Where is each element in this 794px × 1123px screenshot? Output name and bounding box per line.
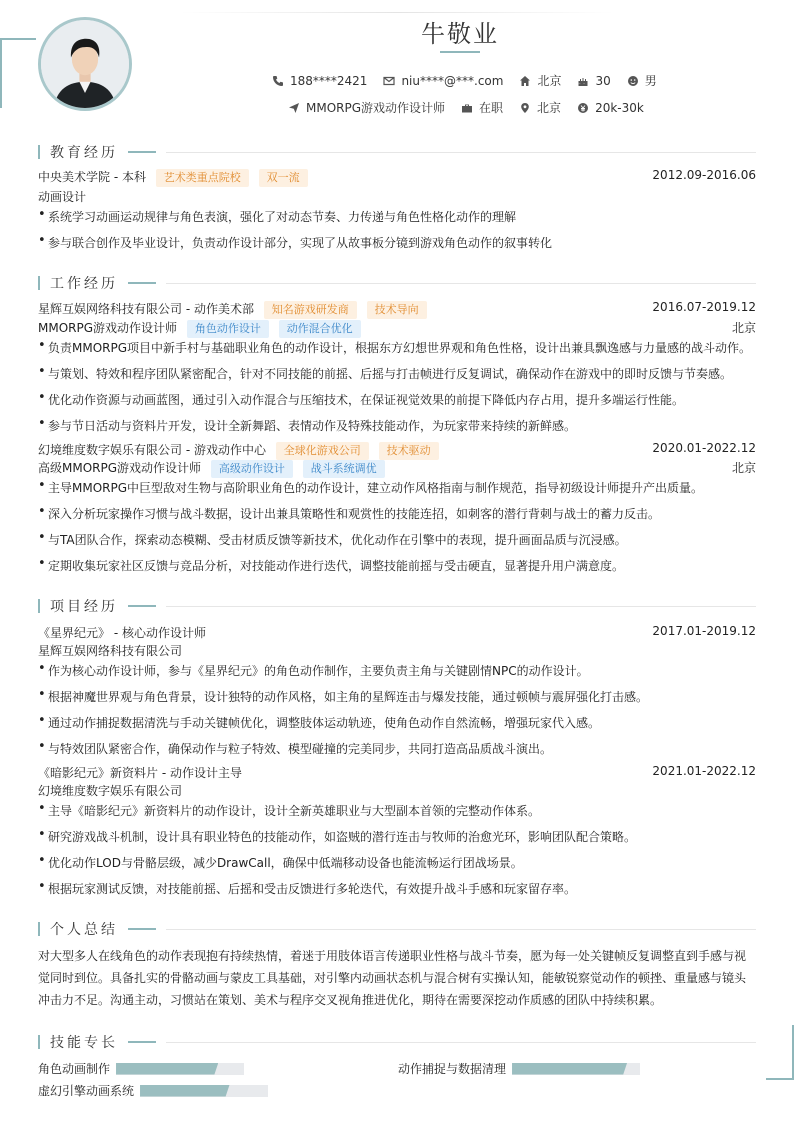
school-name: 中央美术学院 - 本科 xyxy=(38,170,146,184)
list-item: • 定期收集玩家社区反馈与竞品分析，对技能动作进行迭代，调整技能前摇与受击硬直，显著提升用户满意度。 xyxy=(38,557,756,574)
skill-item xyxy=(398,1060,640,1077)
skill-bar-fill xyxy=(140,1085,230,1097)
skill-name: 动作捕捉与数据清理 xyxy=(398,1062,507,1076)
job-date: 2016.07-2019.12 xyxy=(652,300,756,314)
role-tag: 角色动作设计 xyxy=(187,320,269,338)
role-tag: 战斗系统调优 xyxy=(303,460,385,478)
home-icon xyxy=(519,75,531,87)
list-item: • 通过动作捕捉数据清洗与手动关键帧优化，调整肢体运动轨迹，使角色动作自然流畅，增强玩家代入感。 xyxy=(38,714,756,731)
section-rule xyxy=(166,606,756,607)
job-role-row xyxy=(38,319,756,338)
phone-icon xyxy=(272,75,284,87)
job-company-row xyxy=(38,441,756,460)
section-dash xyxy=(128,928,156,930)
list-item: • 参与节日活动与资料片开发，设计全新舞蹈、表情动作及特殊技能动作，为玩家带来持续的新鲜感。 xyxy=(38,417,756,434)
list-item: • 与特效团队紧密合作，确保动作与粒子特效、模型碰撞的完美同步，共同打造高品质战斗演出。 xyxy=(38,740,756,757)
email-info xyxy=(383,74,503,88)
list-item: • 与TA团队合作，探索动态模糊、受击材质反馈等新技术，优化动作在引擎中的表现，提升画面品质与沉浸感。 xyxy=(38,531,756,548)
age-info xyxy=(577,74,610,88)
project-company: 星辉互娱网络科技有限公司 xyxy=(38,644,183,658)
mail-icon xyxy=(383,75,395,87)
corner-decoration-top-left-vertical xyxy=(0,38,2,108)
skill-bar xyxy=(140,1085,268,1097)
project-name-row xyxy=(38,764,756,781)
section-rule xyxy=(166,929,756,930)
section-title: 工作经历 xyxy=(50,276,118,292)
salary-icon xyxy=(577,102,589,114)
age-value: 30 xyxy=(595,73,611,88)
section-dash xyxy=(128,282,156,284)
section-marker xyxy=(38,922,40,936)
skill-bar-fill xyxy=(116,1063,218,1075)
section-marker xyxy=(38,1035,40,1049)
job-role: 高级MMORPG游戏动作设计师 xyxy=(38,461,202,475)
section-marker xyxy=(38,276,40,290)
list-item: • 研究游戏战斗机制，设计具有职业特色的技能动作，如盗贼的潜行连击与牧师的治愈光环，影响团队配合策略。 xyxy=(38,828,756,845)
summary-text: 对大型多人在线角色的动作表现抱有持续热情，着迷于用肢体语言传递职业性格与战斗节奏，愿为每一处关键帧反复调整直到手感与视觉同时到位。具备扎实的骨骼动画与蒙皮工具基础，对引擎内动画状态机与混合树有实操认知，能敏锐察觉动作的顿挫、重量感与镜头冲击力不足。沟通主动，习惯站在策划、美术与程序交叉视角推进优化，期待在需要深挖动作质感的团队中持续积累。 xyxy=(38,949,747,1007)
job-intent-row xyxy=(288,99,644,116)
list-item: • 与策划、特效和程序团队紧密配合，针对不同技能的前摇、后摇与打击帧进行反复调试，确保动作在游戏中的即时反馈与节奏感。 xyxy=(38,365,756,382)
location-info xyxy=(519,99,561,116)
position-value: MMORPG游戏动作设计师 xyxy=(306,101,446,115)
phone-info xyxy=(272,74,367,88)
section-rule xyxy=(166,283,756,284)
role-tag: 高级动作设计 xyxy=(211,460,293,478)
project-name-row xyxy=(38,624,756,641)
list-item: • 参与联合创作及毕业设计，负责动作设计部分，实现了从故事板分镜到游戏角色动作的叙事转化 xyxy=(38,234,756,251)
status-value: 在职 xyxy=(479,101,504,115)
section-title: 个人总结 xyxy=(50,922,118,938)
section-title: 技能专长 xyxy=(50,1035,118,1051)
top-divider xyxy=(180,12,614,13)
education-school-row xyxy=(38,168,756,187)
skill-name: 虚幻引擎动画系统 xyxy=(38,1084,135,1098)
education-date: 2012.09-2016.06 xyxy=(652,168,756,182)
age-icon xyxy=(577,75,589,87)
position-info xyxy=(288,99,445,116)
skill-bar xyxy=(512,1063,640,1075)
section-marker xyxy=(38,599,40,613)
name-underline xyxy=(440,51,480,53)
job-city: 北京 xyxy=(731,321,756,335)
list-item: • 主导《暗影纪元》新资料片的动作设计，设计全新英雄职业与大型副本首领的完整动作体系。 xyxy=(38,802,756,819)
job-role: MMORPG游戏动作设计师 xyxy=(38,321,178,335)
gender-info xyxy=(627,72,657,89)
location-value: 北京 xyxy=(537,101,562,115)
email-value: niu****@***.com xyxy=(401,73,504,88)
gender-icon xyxy=(627,75,639,87)
location-icon xyxy=(519,102,531,114)
candidate-name: 牛敬业 xyxy=(421,20,499,48)
education-major: 动画设计 xyxy=(38,190,87,204)
briefcase-icon xyxy=(461,102,473,114)
section-marker xyxy=(38,145,40,159)
section-dash xyxy=(128,605,156,607)
education-section-header xyxy=(38,142,756,162)
list-item: • 根据神魔世界观与角色背景，设计独特的动作风格，如主角的星辉连击与爆发技能，通过顿帧与震屏强化打击感。 xyxy=(38,688,756,705)
corner-decoration-bottom-right xyxy=(766,1078,794,1080)
project-name: 《暗影纪元》新资料片 - 动作设计主导 xyxy=(38,766,242,780)
skill-item xyxy=(38,1060,244,1077)
company-tag: 全球化游戏公司 xyxy=(276,442,369,460)
projects-section-header xyxy=(38,596,756,616)
school-tag: 双一流 xyxy=(259,169,308,187)
company-tag: 技术导向 xyxy=(367,301,427,319)
list-item: • 优化动作资源与动画蓝图，通过引入动作混合与压缩技术，在保证视觉效果的前提下降低内存占用，提升多端运行性能。 xyxy=(38,391,756,408)
list-item: • 根据玩家测试反馈，对技能前摇、后摇和受击反馈进行多轮迭代，有效提升战斗手感和玩家留存率。 xyxy=(38,880,756,897)
list-item: • 系统学习动画运动规律与角色表演，强化了对动态节奏、力传递与角色性格化动作的理解 xyxy=(38,208,756,225)
avatar xyxy=(38,17,132,111)
company-tag: 技术驱动 xyxy=(379,442,439,460)
list-item: • 作为核心动作设计师，参与《星界纪元》的角色动作制作，主要负责主角与关键剧情NPC的动作设计。 xyxy=(38,662,756,679)
city-info xyxy=(519,72,561,89)
list-item: • 优化动作LOD与骨骼层级，减少DrawCall，确保中低端移动设备也能流畅运行团战场景。 xyxy=(38,854,756,871)
job-city: 北京 xyxy=(731,461,756,475)
section-title: 项目经历 xyxy=(50,599,118,615)
company-name: 星辉互娱网络科技有限公司 - 动作美术部 xyxy=(38,302,254,316)
section-dash xyxy=(128,151,156,153)
skill-bar xyxy=(116,1063,244,1075)
project-date: 2021.01-2022.12 xyxy=(652,764,756,778)
project-name: 《星界纪元》 - 核心动作设计师 xyxy=(38,626,206,640)
contact-info-row xyxy=(272,72,657,89)
job-company-row xyxy=(38,300,756,319)
work-section-header xyxy=(38,273,756,293)
salary-value: 20k-30k xyxy=(595,100,644,115)
skills-section-header xyxy=(38,1032,756,1052)
summary-section-header xyxy=(38,919,756,939)
school-tag: 艺术类重点院校 xyxy=(156,169,249,187)
phone-value: 188****2421 xyxy=(290,73,368,88)
corner-decoration-top-left xyxy=(0,38,36,40)
skill-name: 角色动画制作 xyxy=(38,1062,111,1076)
section-title: 教育经历 xyxy=(50,145,118,161)
city-value: 北京 xyxy=(537,74,562,88)
section-dash xyxy=(128,1041,156,1043)
status-info xyxy=(461,99,503,116)
section-rule xyxy=(166,1042,756,1043)
section-rule xyxy=(166,152,756,153)
salary-info xyxy=(577,101,644,115)
skill-item xyxy=(38,1082,268,1099)
list-item: • 深入分析玩家操作习惯与战斗数据，设计出兼具策略性和观赏性的技能连招，如刺客的潜行背刺与战士的蓄力反击。 xyxy=(38,505,756,522)
skill-bar-fill xyxy=(512,1063,627,1075)
send-icon xyxy=(288,102,300,114)
list-item: • 主导MMORPG中巨型敌对生物与高阶职业角色的动作设计，建立动作风格指南与制作规范，指导初级设计师提升产出质量。 xyxy=(38,479,756,496)
job-role-row xyxy=(38,459,756,478)
company-name: 幻境维度数字娱乐有限公司 - 游戏动作中心 xyxy=(38,443,266,457)
project-company: 幻境维度数字娱乐有限公司 xyxy=(38,784,183,798)
list-item: • 负责MMORPG项目中新手村与基础职业角色的动作设计，根据东方幻想世界观和角色性格，设计出兼具飘逸感与力量感的战斗动作。 xyxy=(38,339,756,356)
gender-value: 男 xyxy=(644,74,657,88)
role-tag: 动作混合优化 xyxy=(279,320,361,338)
project-date: 2017.01-2019.12 xyxy=(652,624,756,638)
company-tag: 知名游戏研发商 xyxy=(264,301,357,319)
job-date: 2020.01-2022.12 xyxy=(652,441,756,455)
